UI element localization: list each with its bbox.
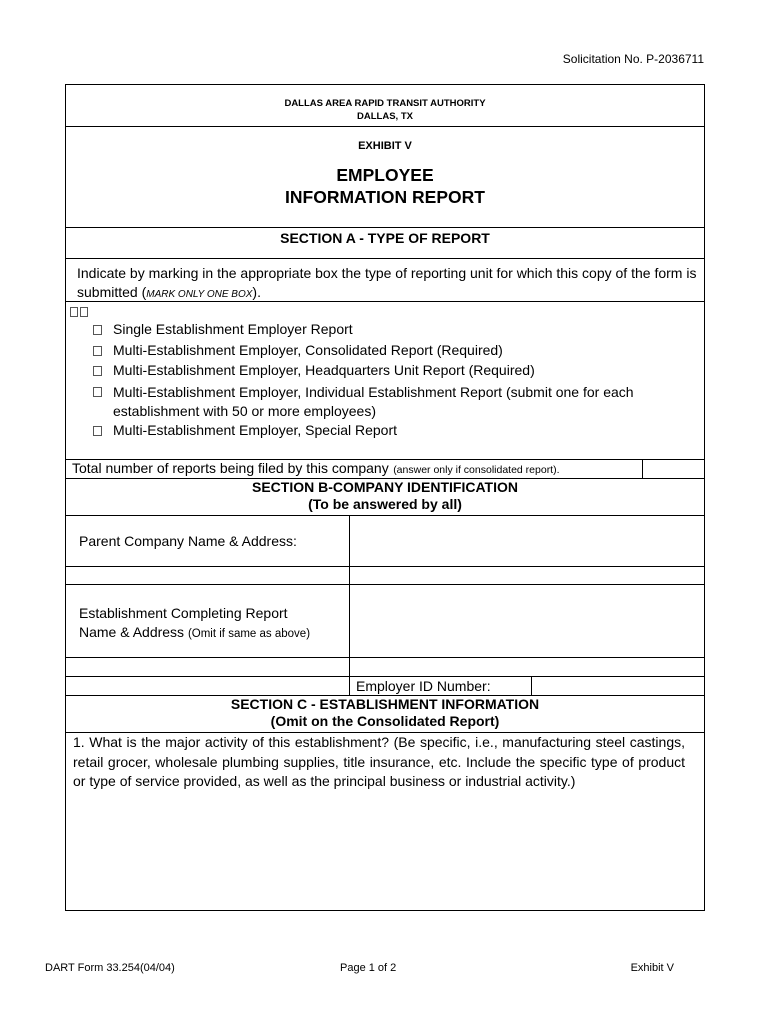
option-checkbox[interactable] bbox=[93, 387, 102, 397]
form-id: DART Form 33.254(04/04) bbox=[45, 962, 175, 974]
option-label: Multi-Establishment Employer, Headquarters Unit Report (Required) bbox=[113, 362, 535, 378]
parent-company-label: Parent Company Name & Address: bbox=[79, 533, 297, 549]
section-c-header bbox=[65, 696, 705, 730]
option-label: Single Establishment Employer Report bbox=[113, 321, 353, 337]
establishment-label: Establishment Completing Report Name & Address (Omit if same as above) bbox=[79, 605, 311, 640]
major-activity-input[interactable] bbox=[66, 812, 704, 909]
page-number: Page 1 of 2 bbox=[340, 962, 397, 974]
option-checkbox[interactable] bbox=[93, 325, 102, 335]
section-a-instruction: Indicate by marking in the appropriate box the type of reporting unit for which this copy of the form is submitted (MARK ONLY ONE BOX). bbox=[77, 265, 697, 300]
form-title bbox=[65, 164, 705, 208]
mark-one-note: MARK ONLY ONE BOX bbox=[146, 289, 253, 300]
placeholder-boxes bbox=[70, 304, 90, 322]
parent-company-input[interactable] bbox=[350, 516, 704, 566]
total-reports-input[interactable] bbox=[643, 460, 703, 477]
option-checkbox[interactable] bbox=[93, 346, 102, 356]
total-reports-label: Total number of reports being filed by this company (answer only if consolidated report). bbox=[72, 460, 560, 476]
section-b-subheading: (To be answered by all) bbox=[308, 496, 462, 512]
establishment-extra-input[interactable] bbox=[350, 658, 704, 676]
section-c-heading: SECTION C - ESTABLISHMENT INFORMATION bbox=[230, 696, 540, 712]
employer-id-input[interactable] bbox=[532, 677, 704, 694]
section-a-heading: SECTION A - TYPE OF REPORT bbox=[280, 230, 490, 246]
org-header bbox=[65, 97, 705, 123]
org-name: DALLAS AREA RAPID TRANSIT AUTHORITY bbox=[284, 98, 486, 109]
option-checkbox[interactable] bbox=[93, 426, 102, 436]
parent-company-extra-input[interactable] bbox=[350, 567, 704, 583]
footer-exhibit: Exhibit V bbox=[630, 962, 674, 974]
section-b-heading: SECTION B-COMPANY IDENTIFICATION bbox=[252, 479, 518, 495]
solicitation-number: Solicitation No. P-2036711 bbox=[562, 52, 704, 66]
establishment-input[interactable] bbox=[350, 585, 704, 657]
option-label: Multi-Establishment Employer, Consolidated Report (Required) bbox=[113, 342, 503, 358]
form-title-line1: EMPLOYEE bbox=[336, 165, 434, 185]
major-activity-question: 1. What is the major activity of this establishment? (Be specific, i.e., manufacturing steel castings, retail grocer, wholesale plumbing supplies, title insurance, etc. Include the specific type of product or type of service provided, as well as the principal business or industrial activity.) bbox=[73, 734, 685, 789]
section-b-header bbox=[65, 479, 705, 513]
exhibit-label: EXHIBIT V bbox=[358, 140, 412, 152]
option-label: Multi-Establishment Employer, Special Report bbox=[113, 422, 398, 438]
section-c-subheading: (Omit on the Consolidated Report) bbox=[270, 713, 500, 729]
form-title-line2: INFORMATION REPORT bbox=[285, 187, 485, 207]
employer-id-label: Employer ID Number: bbox=[356, 678, 491, 694]
org-city: DALLAS, TX bbox=[357, 111, 413, 122]
option-checkbox[interactable] bbox=[93, 366, 102, 376]
option-label: Multi-Establishment Employer, Individual Establishment Report (submit one for each establishment with 50 or more employees) bbox=[113, 384, 634, 419]
